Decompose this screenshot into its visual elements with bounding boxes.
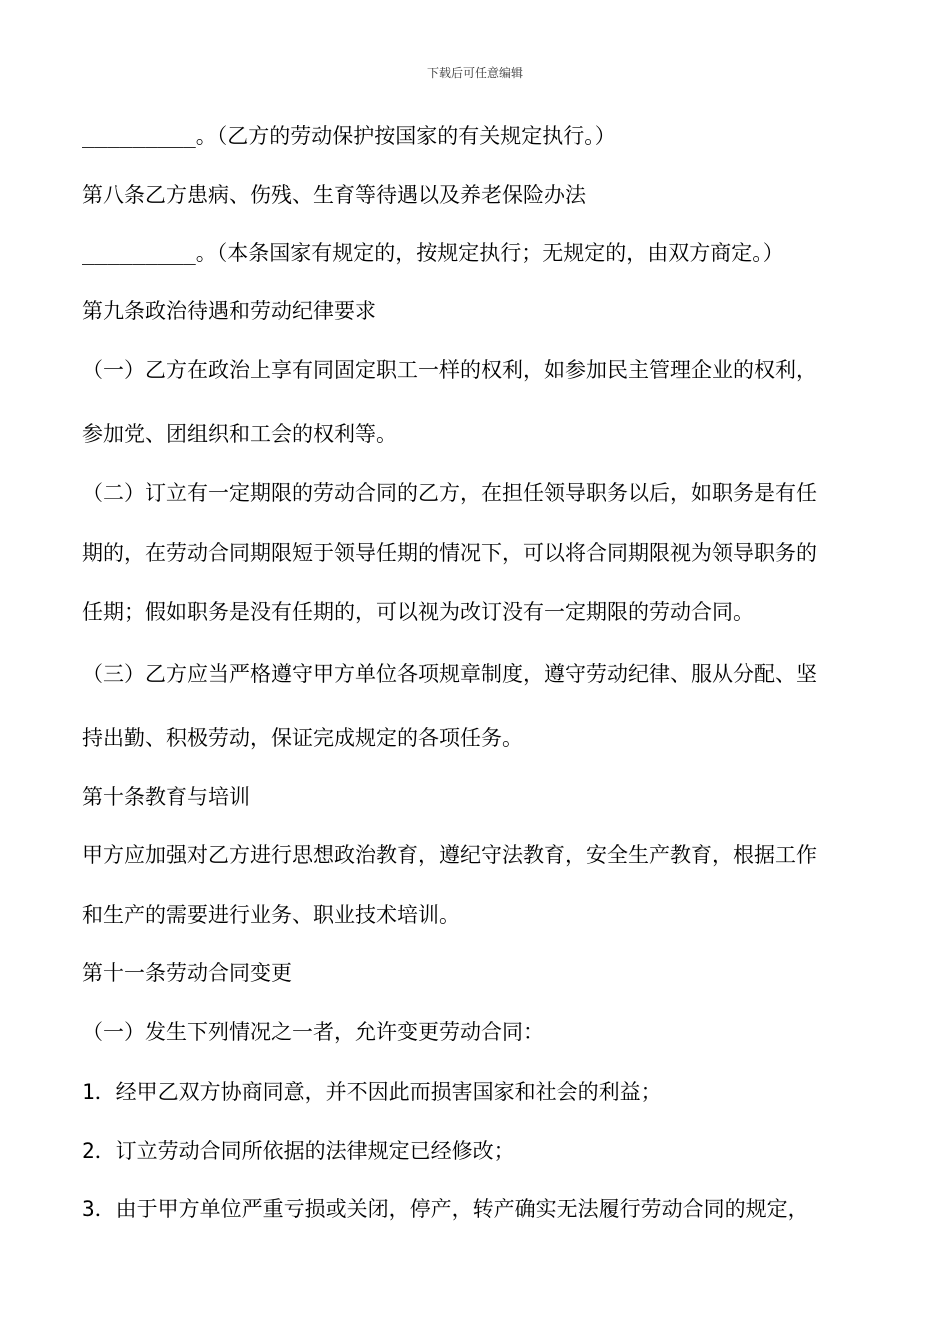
article-11-heading: 第十一条劳动合同变更 (82, 961, 292, 985)
text-line: _________。（乙方的劳动保护按国家的有关规定执行。） (82, 124, 616, 148)
paragraph-line: 参加党、团组织和工会的权利等。 (82, 422, 397, 446)
paragraph-line: 持出勤、积极劳动，保证完成规定的各项任务。 (82, 726, 523, 750)
paragraph-line: （三）乙方应当严格遵守甲方单位各项规章制度，遵守劳动纪律、服从分配、坚 (82, 662, 817, 686)
list-item: 1．经甲乙双方协商同意，并不因此而损害国家和社会的利益； (82, 1080, 662, 1104)
paragraph-line: 和生产的需要进行业务、职业技术培训。 (82, 903, 460, 927)
paragraph-line: 期的，在劳动合同期限短于领导任期的情况下，可以将合同期限视为领导职务的 (82, 541, 817, 565)
article-8-heading: 第八条乙方患病、伤残、生育等待遇以及养老保险办法 (82, 183, 586, 207)
list-item: 3．由于甲方单位严重亏损或关闭，停产，转产确实无法履行劳动合同的规定， (82, 1197, 809, 1221)
article-9-heading: 第九条政治待遇和劳动纪律要求 (82, 299, 376, 323)
paragraph-line: （二）订立有一定期限的劳动合同的乙方，在担任领导职务以后，如职务是有任 (82, 481, 817, 505)
paragraph-line: （一）发生下列情况之一者，允许变更劳动合同： (82, 1020, 544, 1044)
text-line: _________。（本条国家有规定的，按规定执行；无规定的，由双方商定。） (82, 241, 784, 265)
paragraph-line: （一）乙方在政治上享有同固定职工一样的权利，如参加民主管理企业的权利， (82, 358, 817, 382)
paragraph-line: 甲方应加强对乙方进行思想政治教育，遵纪守法教育，安全生产教育，根据工作 (82, 843, 817, 867)
paragraph-line: 任期；假如职务是没有任期的，可以视为改订没有一定期限的劳动合同。 (82, 600, 754, 624)
list-item: 2．订立劳动合同所依据的法律规定已经修改； (82, 1139, 515, 1163)
article-10-heading: 第十条教育与培训 (82, 785, 250, 809)
page-header: 下载后可任意编辑 (426, 66, 523, 80)
